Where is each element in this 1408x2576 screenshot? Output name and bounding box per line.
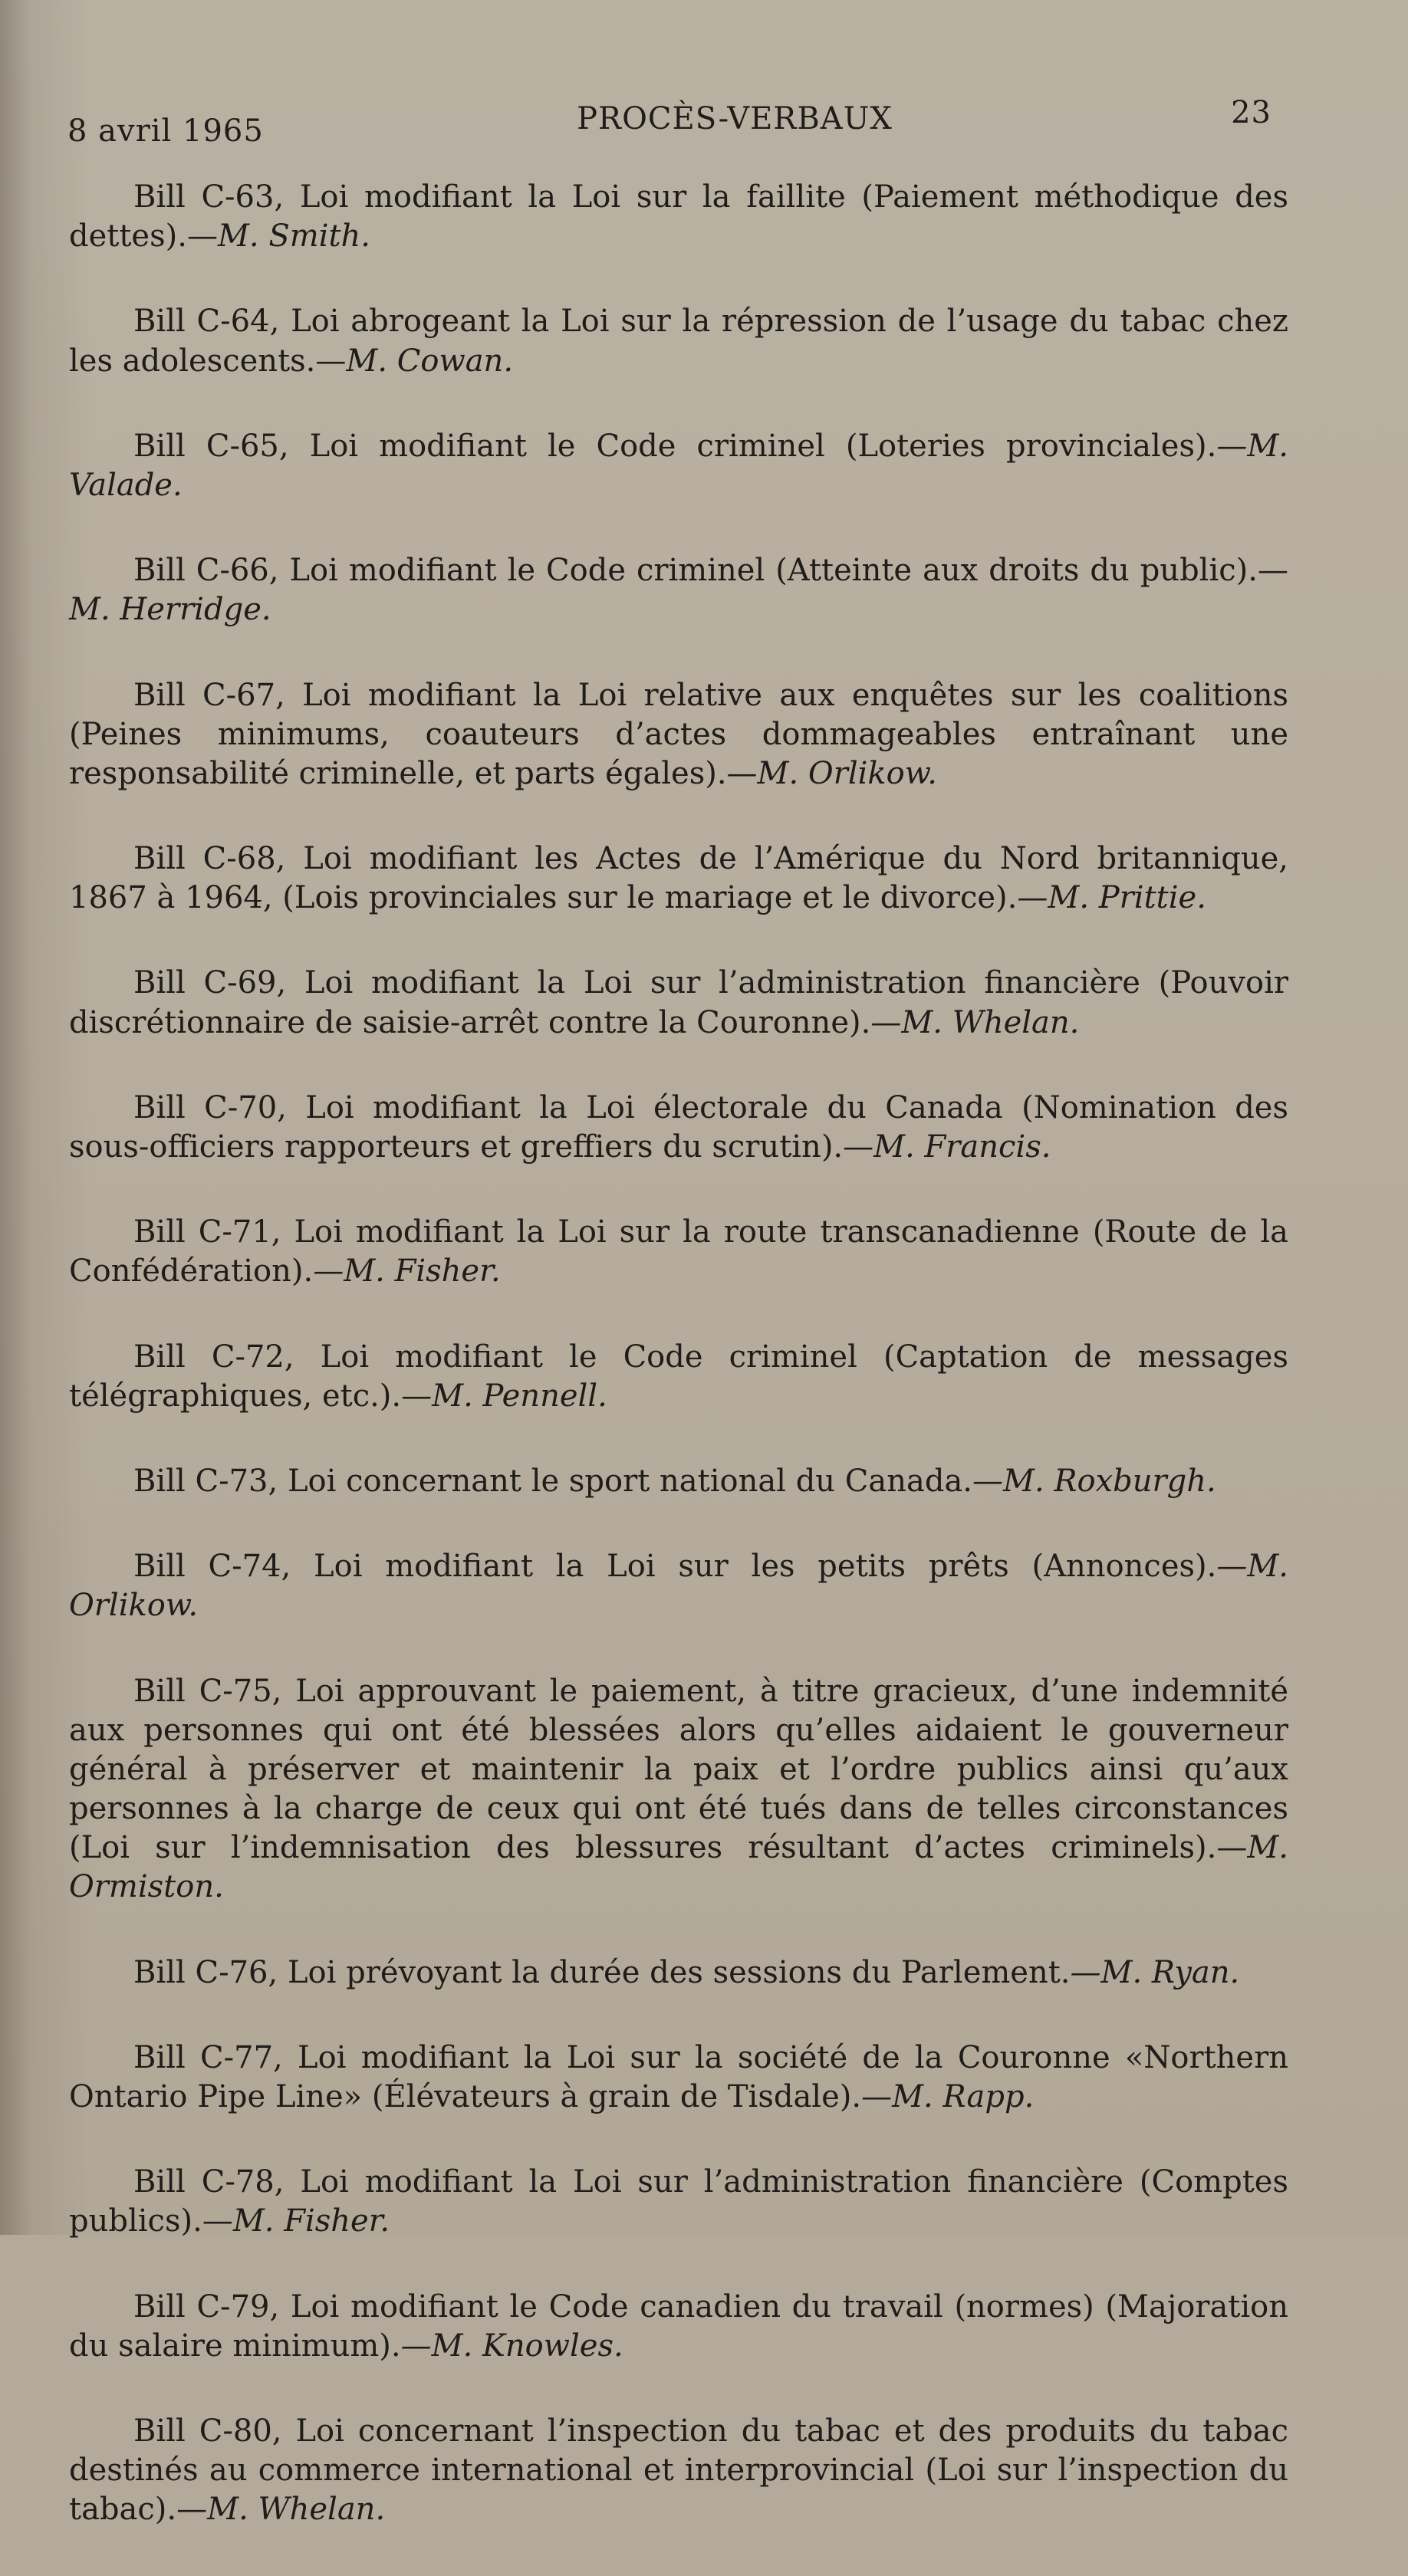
bill-sponsor: —M. Whelan. [870,1004,1080,1040]
bill-title: Loi modifiant la Loi relative aux enquêtes sur les coalitions (Peines minimums, coauteurs d’actes dommageables entraînant une responsabilité criminelle, et parts égales). [69,677,1288,791]
bill-sponsor: —M. Rapp. [861,2079,1035,2114]
bill-entry-c63 [69,178,1288,256]
bill-entry-c67 [69,676,1288,794]
bill-number: Bill C-74, [133,1549,291,1585]
bill-sponsor: —M. Fisher. [313,1254,501,1290]
bill-sponsor: —M. Herridge. [69,553,1288,628]
header-date: 8 avril 1965 [67,113,264,149]
bill-entry-c76 [69,1953,1288,1993]
bill-sponsor: —M. Francis. [843,1129,1051,1165]
bill-sponsor: —M. Orlikow. [69,1549,1289,1624]
bill-title: Loi modifiant la Loi sur la faillite (Paiement méthodique des dettes). [69,179,1289,255]
bill-sponsor: —M. Pennell. [401,1378,607,1414]
bill-number: Bill C-72, [133,1339,294,1375]
page-header [67,95,1271,155]
bill-title: Loi modifiant les Actes de l’Amérique du Nord britannique, 1867 à 1964, (Lois provinciales sur le mariage et le divorce). [69,841,1288,916]
bill-list [69,178,1288,2576]
bill-number: Bill C-79, [133,2288,280,2325]
bill-entry-c71 [69,1213,1288,1291]
bill-number: Bill C-69, [133,965,287,1001]
bill-entry-c78 [69,2163,1288,2241]
bill-number: Bill C-68, [133,841,286,877]
bill-sponsor: —M. Ormiston. [69,1830,1288,1905]
bill-number: Bill C-65, [133,428,289,464]
page-number: 23 [1231,95,1271,130]
bill-sponsor: —M. Valade. [69,428,1288,503]
bill-title: Loi modifiant le Code criminel (Loteries provinciales). [309,428,1217,464]
bill-number: Bill C-71, [133,1214,281,1250]
bill-entry-c73 [69,1462,1288,1501]
bill-sponsor: —M. Ryan. [1070,1954,1240,1990]
bill-sponsor: —M. Fisher. [202,2203,390,2239]
bill-sponsor: —M. Cowan. [315,343,514,379]
bill-entry-c80 [69,2412,1288,2530]
bill-entry-c70 [69,1089,1288,1167]
bill-entry-c65 [69,427,1288,505]
bill-sponsor: —M. Orlikow. [726,755,937,791]
bill-entry-c72 [69,1338,1288,1416]
bill-number: Bill C-64, [133,304,280,340]
bill-number: Bill C-73, [133,1463,278,1499]
bill-sponsor: —M. Prittie. [1017,880,1206,916]
bill-title: Loi prévoyant la durée des sessions du Parlement. [287,1954,1071,1990]
bill-title: Loi concernant l’inspection du tabac et des produits du tabac destinés au commerce international et interprovincial (Loi sur l’inspection du tabac). [69,2413,1288,2528]
bill-number: Bill C-63, [133,179,285,215]
bill-sponsor: —M. Whelan. [176,2492,386,2528]
header-title: PROCÈS-VERBAUX [577,101,893,136]
bill-number: Bill C-78, [133,2164,285,2200]
bill-number: Bill C-76, [133,1954,278,1990]
bill-number: Bill C-66, [133,553,279,589]
bill-entry-c75 [69,1672,1288,1907]
bill-title: Loi modifiant la Loi électorale du Canada (Nomination des sous-officiers rapporteurs et greffiers du scrutin). [69,1089,1288,1165]
bill-number: Bill C-80, [133,2413,282,2449]
bill-entry-c64 [69,302,1288,380]
bill-title: Loi abrogeant la Loi sur la répression de l’usage du tabac chez les adolescents. [69,304,1288,379]
bill-title: Loi concernant le sport national du Canada. [287,1463,972,1499]
bill-title: Loi modifiant la Loi sur l’administration financière (Comptes publics). [69,2164,1288,2239]
bill-title: Loi modifiant le Code canadien du travail (normes) (Majoration du salaire minimum). [69,2288,1288,2364]
bill-title: Loi modifiant la Loi sur l’administration financière (Pouvoir discrétionnaire de saisie-arrêt contre la Couronne). [69,965,1288,1040]
bill-entry-c68 [69,840,1288,918]
bill-sponsor: —M. Roxburgh. [972,1463,1216,1499]
bill-title: Loi modifiant le Code criminel (Captation de messages télégraphiques, etc.). [69,1339,1288,1414]
bill-entry-c77 [69,2039,1288,2117]
bill-title: Loi modifiant la Loi sur la société de la Couronne «Northern Ontario Pipe Line» (Élévateurs à grain de Tisdale). [69,2039,1288,2114]
bill-sponsor: —M. Smith. [186,219,371,255]
bill-entry-c74 [69,1547,1288,1625]
bill-title: Loi modifiant le Code criminel (Atteinte aux droits du public). [289,553,1258,589]
bill-title: Loi approuvant le paiement, à titre gracieux, d’une indemnité aux personnes qui ont été blessées alors qu’elles aidaient le gouverneur général à préserver et maintenir la paix et l’ordre publics ainsi qu’aux personnes à la charge de ceux qui ont été tués dans de telles circonstances (Loi sur l’indemnisation des blessures résultant d’actes criminels). [69,1673,1288,1866]
bill-number: Bill C-77, [133,2039,283,2075]
bill-entry-c66 [69,551,1288,629]
bill-title: Loi modifiant la Loi sur les petits prêts (Annonces). [314,1549,1217,1585]
bill-title: Loi modifiant la Loi sur la route transcanadienne (Route de la Confédération). [69,1214,1289,1290]
bill-number: Bill C-70, [133,1089,287,1125]
bill-sponsor: —M. Knowles. [400,2328,623,2364]
bill-entry-c69 [69,964,1288,1042]
bill-number: Bill C-75, [133,1673,282,1709]
bill-entry-c79 [69,2288,1288,2366]
bill-number: Bill C-67, [133,677,285,713]
